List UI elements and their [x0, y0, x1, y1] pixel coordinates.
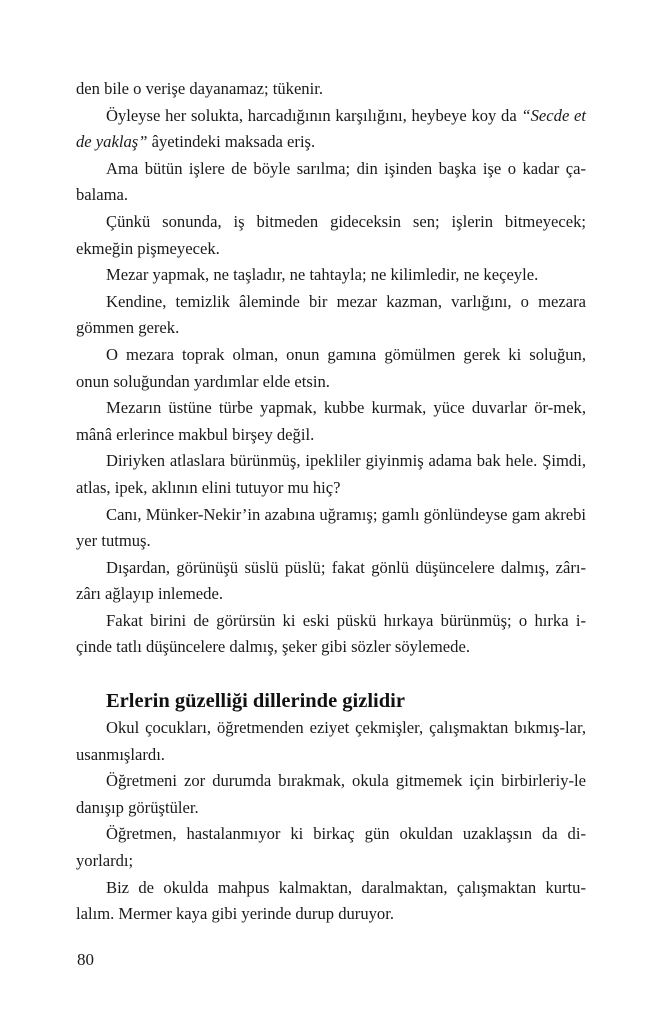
paragraph-text: Öyleyse her solukta, harcadığının karşılığını, heybeye koy da — [106, 105, 522, 125]
paragraph: Öğretmen, hastalanmıyor ki birkaç gün okuldan uzaklaşsın da di-yorlardı; — [76, 824, 586, 871]
book-page — [76, 76, 586, 928]
section-heading: Erlerin güzelliği dillerinde gizlidir — [106, 690, 405, 713]
paragraph: Öğretmeni zor durumda bırakmak, okula gitmemek için birbirleriy-le danışıp görüştüler. — [76, 771, 586, 817]
paragraph: Çünkü sonunda, iş bitmeden gideceksin sen; işlerin bitmeyecek; ekmeğin pişmeyecek. — [76, 211, 586, 258]
paragraph: Okul çocukları, öğretmenden eziyet çekmişler, çalışmaktan bıkmış-lar, usanmışlardı. — [76, 718, 586, 764]
paragraph: O mezara toprak olman, onun gamına gömülmen gerek ki soluğun, onun soluğundan yardımlar elde etsin. — [76, 344, 586, 391]
paragraph: Canı, Münker-Nekir’in azabına uğramış; gamlı gönlündeyse gam akrebi yer tutmuş. — [76, 504, 586, 551]
paragraph: Kendine, temizlik âleminde bir mezar kazman, varlığını, o mezara gömmen gerek. — [76, 291, 586, 338]
paragraph: Fakat birini de görürsün ki eski püskü hırkaya bürünmüş; o hırka i-çinde tatlı düşüncelere dalmış, şeker gibi sözler söylemede. — [76, 610, 586, 657]
paragraph: den bile o verişe dayanamaz; tükenir. — [76, 79, 323, 98]
paragraph: Diriyken atlaslara bürünmüş, ipekliler giyinmiş adama bak hele. Şimdi, atlas, ipek, aklının elini tutuyor mu hiç? — [76, 451, 586, 497]
paragraph-text: âyetindeki maksada eriş. — [147, 132, 316, 152]
quoted-verse: “Secde et de yaklaş” — [76, 105, 586, 152]
paragraph: Biz de okulda mahpus kalmaktan, daralmaktan, çalışmaktan kurtu-lalım. Mermer kaya gibi yerinde durup duruyor. — [76, 877, 586, 924]
paragraph: Dışardan, görünüşü süslü püslü; fakat gönlü düşüncelere dalmış, zârı-zârı ağlayıp inlemede. — [76, 557, 586, 604]
paragraph: Mezar yapmak, ne taşladır, ne tahtayla; ne kilimledir, ne keçeyle. — [106, 265, 539, 285]
page-number: 80 — [77, 950, 94, 969]
paragraph — [76, 103, 586, 156]
paragraph: Ama bütün işlere de böyle sarılma; din işinden başka işe o kadar ça-balama. — [76, 158, 586, 205]
paragraph: Mezarın üstüne türbe yapmak, kubbe kurmak, yüce duvarlar ör-mek, mânâ erlerince makbul birşey değil. — [76, 398, 586, 444]
